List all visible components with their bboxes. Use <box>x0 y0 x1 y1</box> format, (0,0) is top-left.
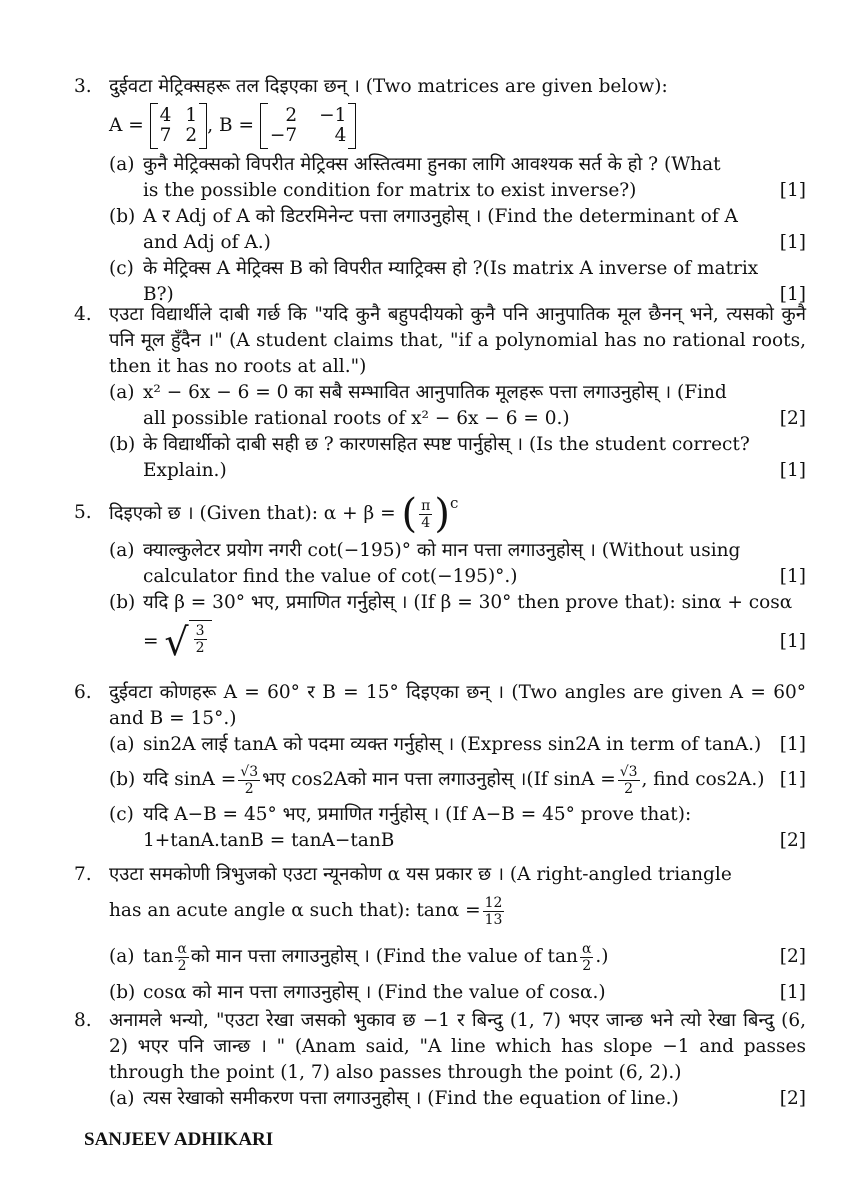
marks: [2] <box>779 408 806 429</box>
matrix-b-label: , B = <box>207 115 254 136</box>
author-footer: SANJEEV ADHIKARI <box>84 1129 274 1150</box>
subquestion-3b: (b) A र Adj of A को डिटरमिनेन्ट पत्ता लगाउनुहोस् । (Find the determinant of A and Adj of A.) [1] <box>109 204 806 256</box>
question-number: 5. <box>74 502 92 523</box>
marks: [1] <box>779 180 806 201</box>
subquestion-6b: (b) यदि sinA = $\frac{√3}{2}$ भए cos2Aको मान पत्ता लगाउनुहोस् ।(If sinA = $\frac{√3}{2}$ , find cos2A.) [1] <box>109 763 806 797</box>
marks: [1] <box>779 566 806 587</box>
subquestion-7b: (b) cosα को मान पत्ता लगाउनुहोस् । (Find the value of cosα.) [1] <box>109 980 806 1006</box>
subquestion-3c: (c) के मेट्रिक्स A मेट्रिक्स B को विपरीत म्याट्रिक्स हो ?(Is matrix A inverse of matrix B?) [1] <box>109 256 806 308</box>
marks: [2] <box>779 1088 806 1109</box>
marks: [1] <box>779 631 806 652</box>
subquestion-5a: (a) क्याल्कुलेटर प्रयोग नगरी cot(−195)° को मान पत्ता लगाउनुहोस् । (Without using calculator find the value of cot(−195)°.) [1] <box>109 538 806 590</box>
sqrt-expression: √ $\frac{3}{2}$ <box>164 620 211 664</box>
question-8 <box>74 1008 806 1112</box>
question-number: 8. <box>74 1010 92 1031</box>
marks: [1] <box>779 232 806 253</box>
question-number: 7. <box>74 864 92 885</box>
question-5 <box>74 490 806 668</box>
marks: [2] <box>779 830 806 851</box>
question-number: 4. <box>74 304 92 325</box>
subquestion-6a: (a) sin2A लाई tanA को पदमा व्यक्त गर्नुहोस् । (Express sin2A in term of tanA.) [1] <box>109 732 806 758</box>
marks: [1] <box>779 734 806 755</box>
subquestion-4b: (b) के विद्यार्थीको दाबी सही छ ? कारणसहित स्पष्ट पार्नुहोस् । (Is the student correct? Explain.) [1] <box>109 432 806 484</box>
subquestion-5b: (b) यदि β = 30° भए, प्रमाणित गर्नुहोस् । (If β = 30° then prove that): sinα + cosα = √ $\frac{3}{2}$ [1] <box>109 592 806 664</box>
matrix-a: 4 1 7 2 <box>150 103 208 149</box>
subquestion-4a: (a) x² − 6x − 6 = 0 का सबै सम्भावित आनुपातिक मूलहरू पत्ता लगाउनुहोस् । (Find all possible rational roots of x² − 6x − 6 = 0.) [2] <box>109 380 806 432</box>
question-text: अनामले भन्यो, "एउटा रेखा जसको भुकाव छ −1 र बिन्दु (1, 7) भएर जान्छ भने त्यो रेखा बिन्दु (6, 2) भएर पनि जान्छ । " (Anam said, "A line which has slope −1 and passes through the point (1, 7) also passes through the point (6, 2).) <box>109 1010 806 1083</box>
marks: [2] <box>779 946 806 967</box>
question-text: एउटा समकोणी त्रिभुजको एउटा न्यूनकोण α यस प्रकार छ । (A right-angled triangle <box>109 864 732 885</box>
subquestion-8a: (a) त्यस रेखाको समीकरण पत्ता लगाउनुहोस् । (Find the equation of line.) [2] <box>109 1086 806 1112</box>
matrix-b: 2 −1 −7 4 <box>260 103 357 149</box>
question-7: 7. एउटा समकोणी त्रिभुजको एउटा न्यूनकोण α यस प्रकार छ । (A right-angled triangle has an acute angle α such that): tanα = $\frac{12}{13}$ (a) tan $\frac{\alpha}{2}$ को मान पत्ता लगाउनुहोस् । (Find the value of tan $\frac{\alpha}{2}$ .) [2] (b) cosα को मान पत्ता लगाउनुहोस् । (Find the value of cosα.) [1] <box>74 862 806 1006</box>
marks: [1] <box>779 460 806 481</box>
marks: [1] <box>779 982 806 1003</box>
subquestion-6c: (c) यदि A−B = 45° भए, प्रमाणित गर्नुहोस् । (If A−B = 45° prove that): 1+tanA.tanB = tanA−tanB [2] <box>109 802 806 854</box>
question-text: एउटा विद्यार्थीले दाबी गर्छ कि "यदि कुनै बहुपदीयको कुनै पनि आनुपातिक मूल छैनन् भने, त्यसको कुनै पनि मूल हुँदैन ।" (A student claims that, "if a polynomial has no rational roots, then it has no roots at all.") <box>109 304 806 377</box>
marks: [1] <box>779 284 806 305</box>
question-text: दिइएको छ । (Given that): α + β = ( $\frac{\pi}{4}$ ) $^c$ <box>109 491 459 537</box>
question-4 <box>74 302 806 484</box>
matrices <box>109 100 806 152</box>
question-text: दुईवटा मेट्रिक्सहरू तल दिइएका छन् । (Two matrices are given below): <box>109 76 668 97</box>
question-6 <box>74 680 806 854</box>
question-number: 3. <box>74 76 92 97</box>
question-number: 6. <box>74 682 92 703</box>
matrix-a-label: A = <box>109 115 144 136</box>
question-text: दुईवटा कोणहरू A = 60° र B = 15° दिइएका छन् । (Two angles are given A = 60° and B = 15°.) <box>109 682 806 729</box>
marks: [1] <box>779 769 806 790</box>
subquestion-7a: (a) tan $\frac{\alpha}{2}$ को मान पत्ता लगाउनुहोस् । (Find the value of tan $\frac{\alpha}{2}$ .) [2] <box>109 940 806 974</box>
subquestion-3a: (a) कुनै मेट्रिक्सको विपरीत मेट्रिक्स अस्तित्वमा हुनका लागि आवश्यक सर्त के हो ? (What is the possible condition for matrix to exist inverse?) [1] <box>109 152 806 204</box>
question-3 <box>74 74 806 308</box>
